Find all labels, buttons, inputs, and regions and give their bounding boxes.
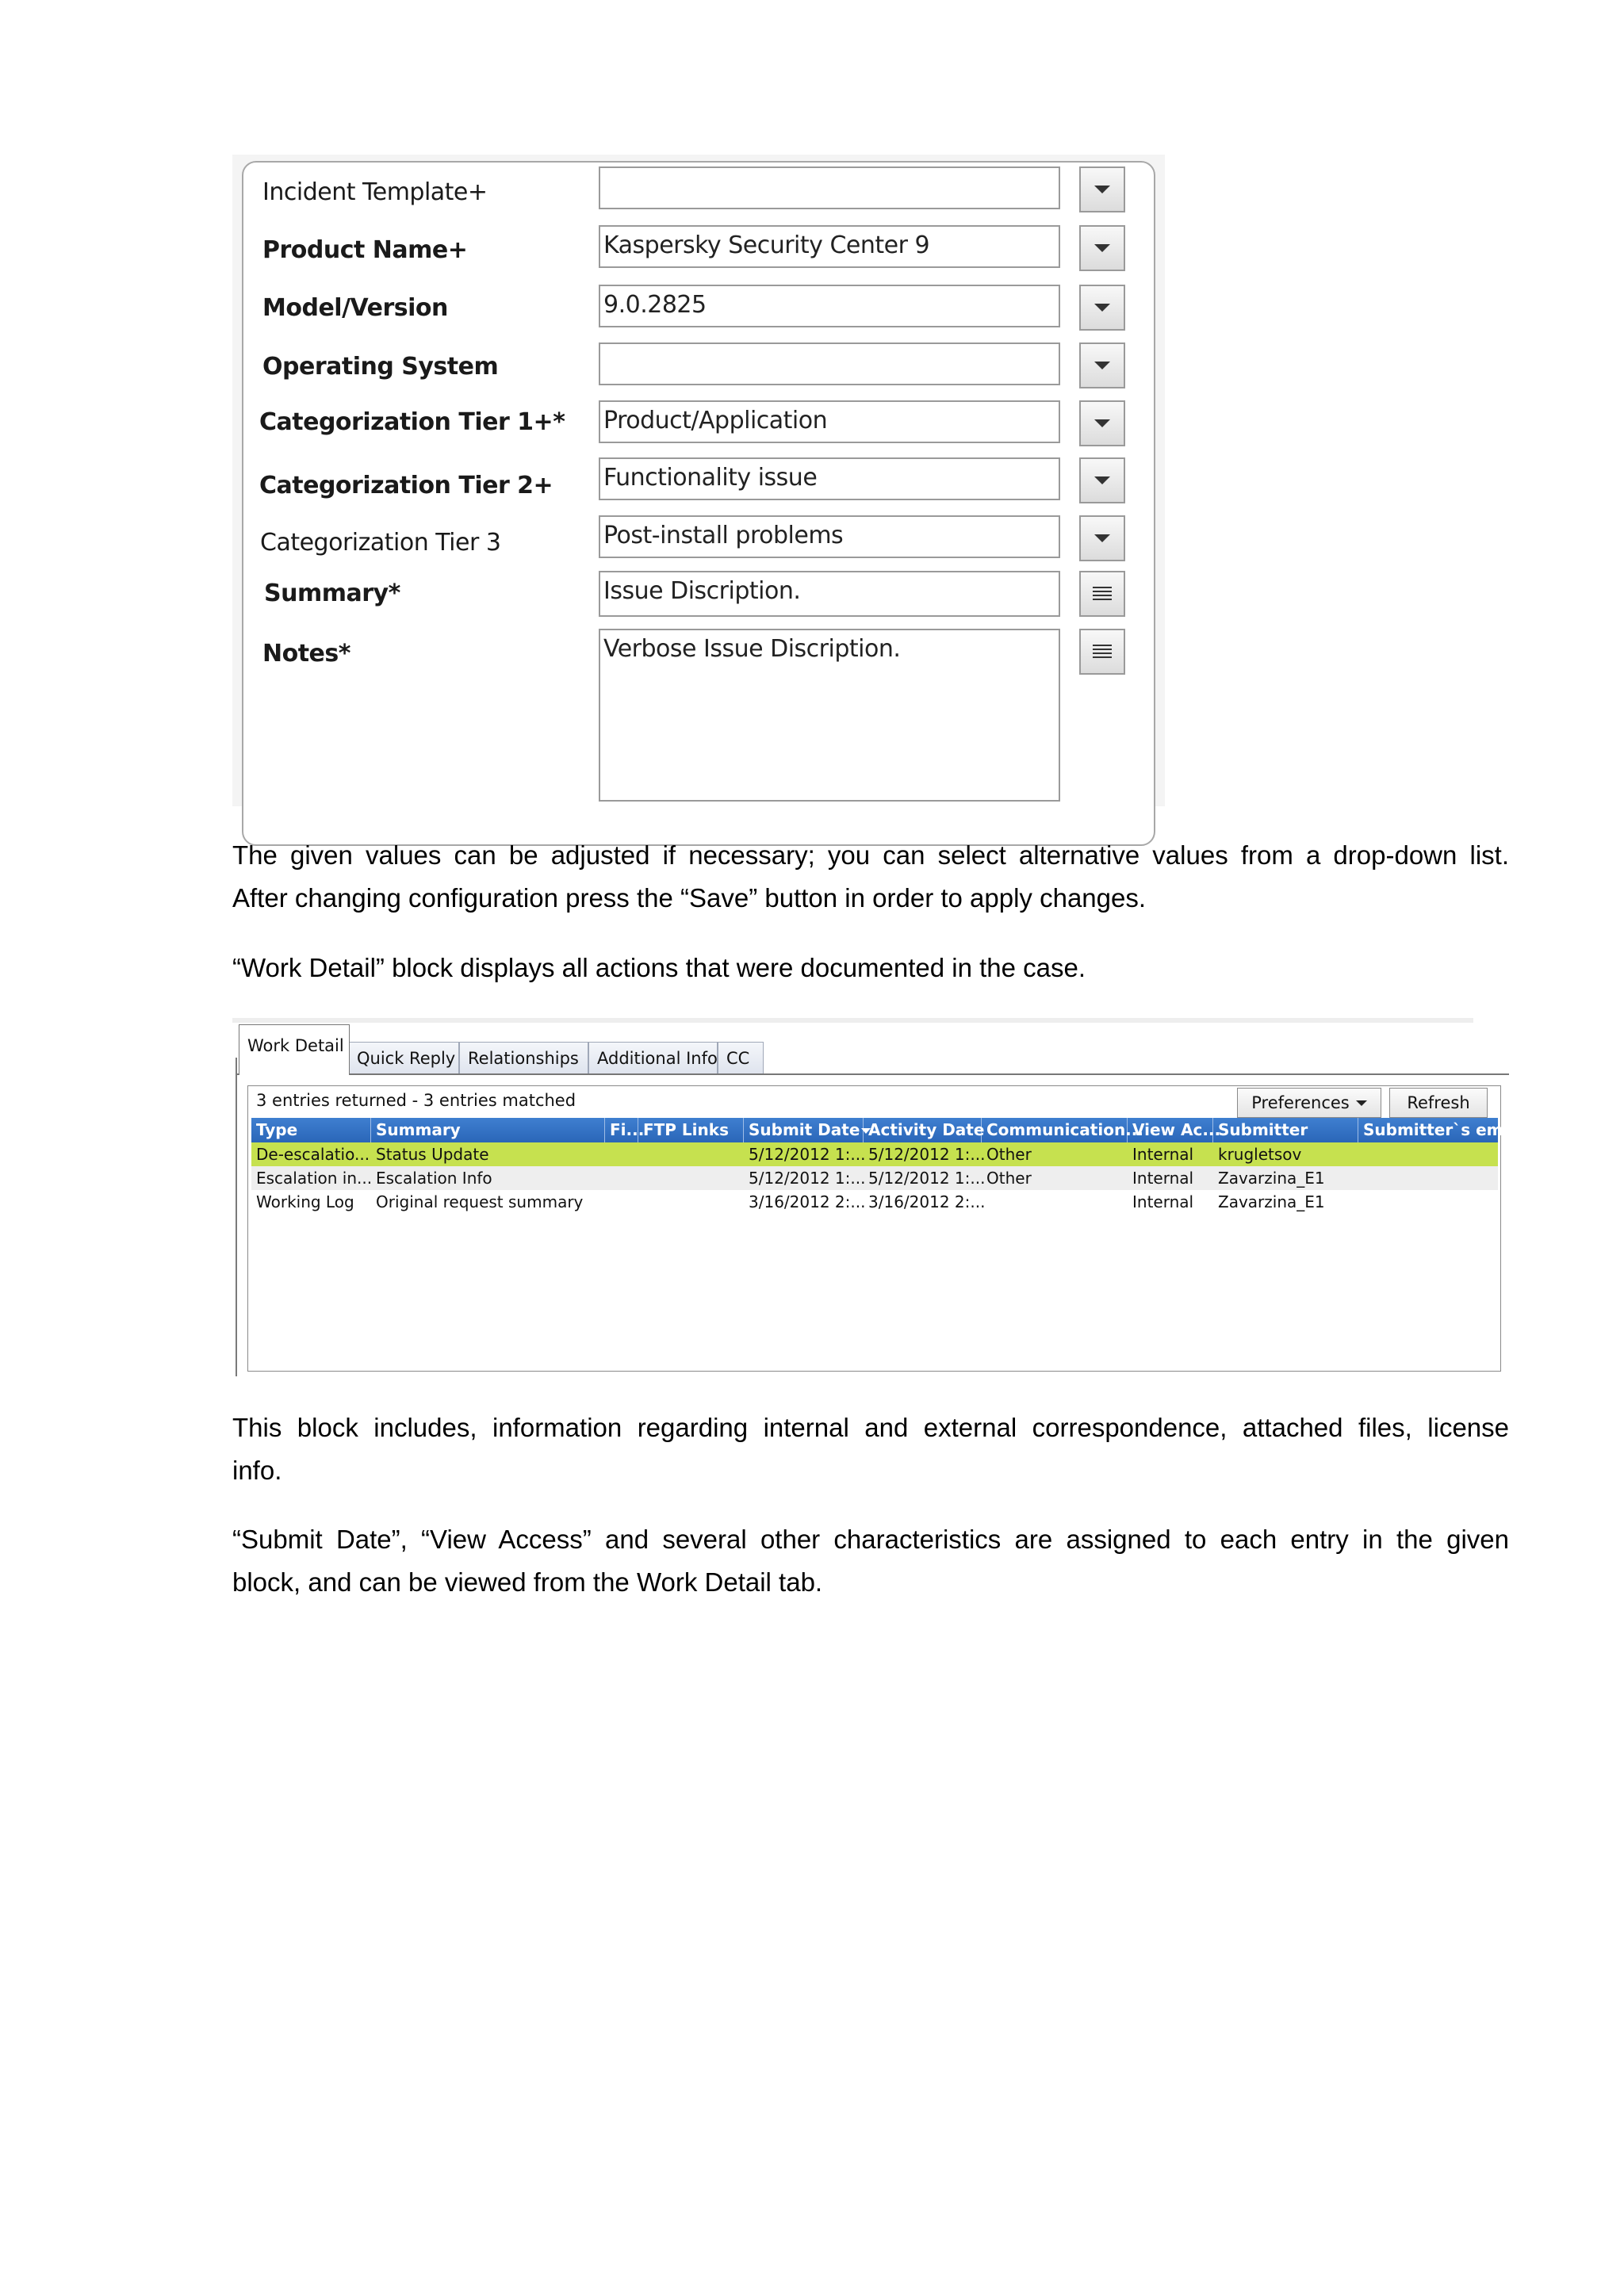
cell-submit-date: 5/12/2012 1:...	[749, 1169, 866, 1188]
categorization-tier-3-dropdown-button[interactable]	[1079, 515, 1125, 561]
incident-form-screenshot	[232, 155, 1165, 806]
paragraph-block-contents	[232, 1406, 1509, 1492]
column-header-communication[interactable]: Communication...	[982, 1118, 1128, 1142]
column-header-summary[interactable]: Summary	[371, 1118, 605, 1142]
paragraph-adjust-values	[232, 834, 1509, 920]
operating-system-dropdown-button[interactable]	[1079, 342, 1125, 388]
paragraph-entry-characteristics	[232, 1518, 1509, 1604]
cell-communication: Other	[986, 1145, 1032, 1164]
notes-editor-button[interactable]	[1079, 629, 1125, 675]
preferences-label: Preferences	[1251, 1093, 1350, 1112]
cell-activity-date: 3/16/2012 2:...	[868, 1192, 986, 1211]
column-header-files[interactable]: Fi...	[605, 1118, 638, 1142]
paragraph-line: The given values can be adjusted if necessary; you can select alternative values from a drop-down list.	[232, 840, 1509, 870]
work-detail-screenshot	[232, 1018, 1522, 1379]
chevron-down-icon	[1094, 476, 1110, 484]
tab-work-detail[interactable]: Work Detail	[239, 1024, 350, 1075]
submit-date-label: Submit Date	[749, 1120, 860, 1139]
cell-activity-date: 5/12/2012 1:...	[868, 1145, 986, 1164]
cell-submitter: krugletsov	[1218, 1145, 1302, 1164]
text-lines-icon	[1093, 645, 1112, 659]
column-header-type[interactable]: Type	[251, 1118, 371, 1142]
cell-activity-date: 5/12/2012 1:...	[868, 1169, 986, 1188]
column-header-ftp-links[interactable]: FTP Links	[638, 1118, 744, 1142]
cell-submit-date: 5/12/2012 1:...	[749, 1145, 866, 1164]
work-detail-panel	[247, 1085, 1522, 1372]
cell-type: Working Log	[256, 1192, 354, 1211]
tab-relationships[interactable]: Relationships	[459, 1042, 588, 1073]
paragraph-line: “Work Detail” block displays all actions that were documented in the case.	[232, 953, 1086, 982]
chevron-down-icon	[1094, 186, 1110, 193]
product-name-dropdown-button[interactable]	[1079, 225, 1125, 271]
tab-additional-info[interactable]: Additional Info	[588, 1042, 718, 1073]
cell-communication: Other	[986, 1169, 1032, 1188]
chevron-down-icon	[1094, 362, 1110, 369]
categorization-tier-2-input[interactable]: Functionality issue	[599, 457, 1060, 500]
tab-quick-reply[interactable]: Quick Reply	[348, 1042, 459, 1073]
table-row[interactable]	[251, 1142, 1498, 1166]
tab-cc[interactable]: CC	[718, 1042, 764, 1073]
paragraph-line: After changing configuration press the “Save” button in order to apply changes.	[232, 883, 1147, 913]
field-label-notes: Notes*	[262, 640, 350, 668]
cell-type: Escalation in...	[256, 1169, 373, 1188]
cell-submitter: Zavarzina_E1	[1218, 1169, 1325, 1188]
field-label-categorization-tier-1: Categorization Tier 1+*	[259, 408, 565, 436]
column-header-view-access[interactable]: View Ac...	[1128, 1118, 1213, 1142]
cell-summary: Status Update	[376, 1145, 489, 1164]
cell-summary: Escalation Info	[376, 1169, 492, 1188]
paragraph-work-detail-intro	[232, 947, 1509, 989]
tab-underline	[237, 1073, 1509, 1075]
column-header-submitter[interactable]: Submitter	[1213, 1118, 1358, 1142]
field-label-model-version: Model/Version	[262, 294, 448, 322]
field-label-summary: Summary*	[264, 580, 400, 607]
categorization-tier-1-dropdown-button[interactable]	[1079, 400, 1125, 446]
paragraph-line: This block includes, information regarding internal and external correspondence, attached files, license	[232, 1413, 1509, 1442]
categorization-tier-1-input[interactable]: Product/Application	[599, 400, 1060, 443]
chevron-down-icon	[1094, 244, 1110, 252]
table-row[interactable]	[251, 1166, 1498, 1190]
chevron-down-icon	[1094, 304, 1110, 312]
column-header-activity-date[interactable]: Activity Date	[864, 1118, 982, 1142]
field-label-operating-system: Operating System	[262, 353, 499, 381]
cell-view-access: Internal	[1132, 1192, 1194, 1211]
field-label-categorization-tier-3: Categorization Tier 3	[260, 529, 501, 557]
paragraph-line: block, and can be viewed from the Work Detail tab.	[232, 1567, 823, 1597]
top-divider	[232, 1018, 1473, 1023]
column-header-submit-date[interactable]	[744, 1118, 864, 1142]
chevron-down-icon	[1356, 1100, 1367, 1106]
paragraph-line: info.	[232, 1456, 282, 1485]
text-lines-icon	[1093, 587, 1112, 601]
operating-system-input[interactable]	[599, 342, 1060, 385]
field-label-incident-template: Incident Template+	[262, 178, 488, 206]
column-header-submitter-email[interactable]: Submitter`s em...	[1363, 1120, 1522, 1139]
table-header	[251, 1118, 1522, 1142]
notes-textarea[interactable]: Verbose Issue Discription.	[599, 629, 1060, 802]
cell-submit-date: 3/16/2012 2:...	[749, 1192, 866, 1211]
cell-view-access: Internal	[1132, 1169, 1194, 1188]
summary-input[interactable]: Issue Discription.	[599, 571, 1060, 617]
cell-submitter: Zavarzina_E1	[1218, 1192, 1325, 1211]
product-name-input[interactable]: Kaspersky Security Center 9	[599, 225, 1060, 268]
model-version-dropdown-button[interactable]	[1079, 285, 1125, 331]
model-version-input[interactable]: 9.0.2825	[599, 285, 1060, 327]
cell-type: De-escalatio...	[256, 1145, 370, 1164]
cell-summary: Original request summary	[376, 1192, 584, 1211]
table-row[interactable]	[251, 1190, 1498, 1214]
categorization-tier-2-dropdown-button[interactable]	[1079, 457, 1125, 503]
categorization-tier-3-input[interactable]: Post-install problems	[599, 515, 1060, 558]
cell-view-access: Internal	[1132, 1145, 1194, 1164]
refresh-button[interactable]: Refresh	[1389, 1088, 1488, 1118]
field-label-product-name: Product Name+	[262, 236, 468, 264]
entries-status: 3 entries returned - 3 entries matched	[256, 1091, 576, 1110]
left-divider	[236, 1058, 237, 1376]
incident-template-dropdown-button[interactable]	[1079, 166, 1125, 212]
paragraph-line: “Submit Date”, “View Access” and several other characteristics are assigned to each entry in the given	[232, 1525, 1509, 1554]
preferences-button[interactable]	[1237, 1088, 1381, 1118]
incident-template-input[interactable]	[599, 166, 1060, 209]
chevron-down-icon	[1094, 534, 1110, 542]
chevron-down-icon	[1094, 419, 1110, 427]
summary-editor-button[interactable]	[1079, 571, 1125, 617]
field-label-categorization-tier-2: Categorization Tier 2+	[259, 472, 553, 499]
